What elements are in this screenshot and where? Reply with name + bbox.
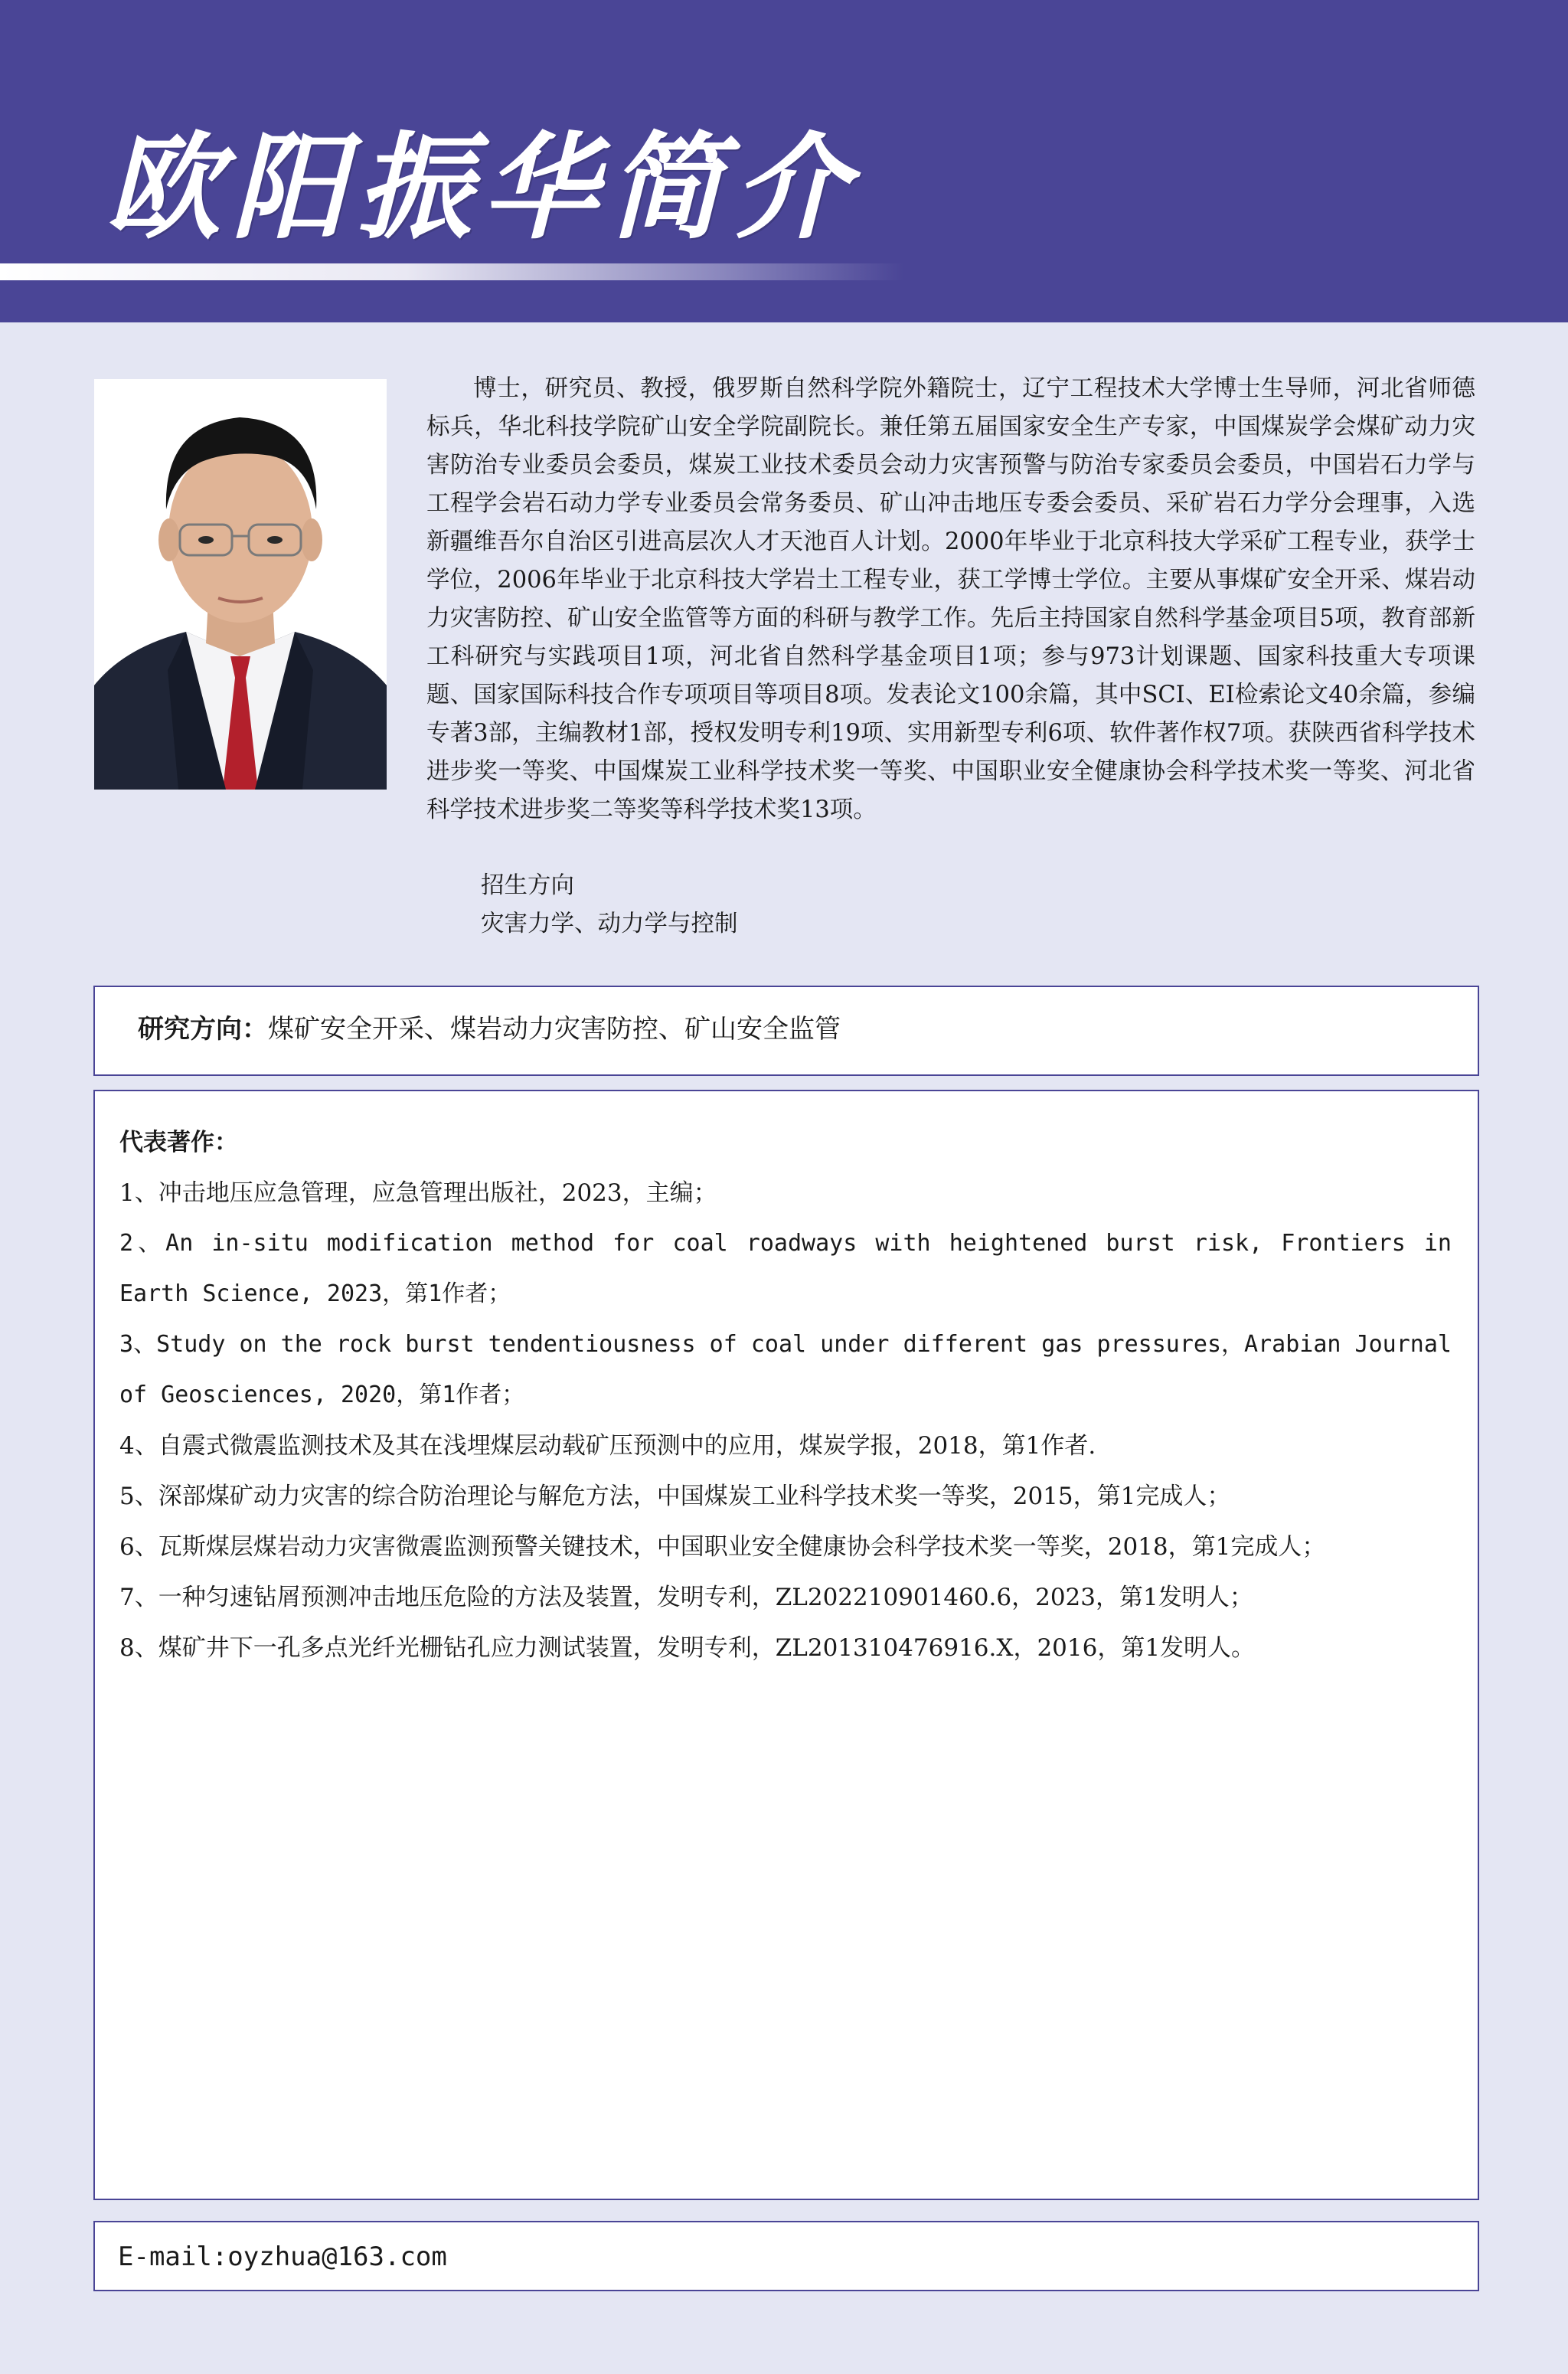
representative-works-list <box>119 1168 1452 1673</box>
email-address[interactable]: E-mail:oyzhua@163.com <box>118 2242 447 2272</box>
header-banner <box>0 0 1568 322</box>
recruit-direction-label: 招生方向 <box>481 872 574 899</box>
research-direction <box>138 1010 841 1048</box>
work-item-2: 2、An in-situ modification method for coal roadways with heightened burst risk, Frontiers in Earth Science, 2023，第1作者； <box>119 1230 1452 1307</box>
recruit-direction-value: 灾害力学、动力学与控制 <box>481 911 738 937</box>
page-title: 欧阳振华简介 <box>106 120 860 255</box>
bio-paragraph: 博士，研究员、教授，俄罗斯自然科学院外籍院士，辽宁工程技术大学博士生导师，河北省师德标兵，华北科技学院矿山安全学院副院长。兼任第五届国家安全生产专家，中国煤炭学会煤矿动力灾害防治专业委员会委员，煤炭工业技术委员会动力灾害预警与防治专家委员会委员，中国岩石力学与工程学会岩石动力学专业委员会常务委员、矿山冲击地压专委会委员、采矿岩石力学分会理事，入选新疆维吾尔自治区引进高层次人才天池百人计划。2000年毕业于北京科技大学采矿工程专业，获学士学位，2006年毕业于北京科技大学岩土工程专业，获工学博士学位。主要从事煤矿安全开采、煤岩动力灾害防控、矿山安全监管等方面的科研与教学工作。先后主持国家自然科学基金项目5项，教育部新工科研究与实践项目1项，河北省自然科学基金项目1项；参与973计划课题、国家科技重大专项课题、国家国际科技合作专项项目等项目8项。发表论文100余篇，其中SCI、EI检索论文40余篇，参编专著3部，主编教材1部，授权发明专利19项、实用新型专利6项、软件著作权7项。获陕西省科学技术进步奖一等奖、中国煤炭工业科学技术奖一等奖、中国职业安全健康协会科学技术奖一等奖、河北省科学技术进步奖二等奖等科学技术奖13项。 <box>426 375 1475 823</box>
work-item-7: 7、一种匀速钻屑预测冲击地压危险的方法及装置，发明专利，ZL202210901460.6，2023，第1发明人； <box>119 1584 1253 1611</box>
research-direction-value: 煤矿安全开采、煤岩动力灾害防控、矿山安全监管 <box>268 1014 841 1045</box>
work-item-6: 6、瓦斯煤层煤岩动力灾害微震监测预警关键技术，中国职业安全健康协会科学技术奖一等奖，2018，第1完成人； <box>119 1533 1326 1561</box>
work-item-4: 4、自震式微震监测技术及其在浅埋煤层动载矿压预测中的应用，煤炭学报，2018，第1作者. <box>119 1432 1096 1460</box>
profile-photo <box>94 379 387 790</box>
research-direction-label: 研究方向： <box>138 1014 268 1045</box>
work-item-3: 3、Study on the rock burst tendentiousness of coal under different gas pressures，Arabian Journal of Geosciences, 2020，第1作者； <box>119 1331 1452 1408</box>
portrait-image <box>94 379 387 790</box>
representative-works-box <box>93 1090 1479 2200</box>
work-item-1: 1、冲击地压应急管理，应急管理出版社，2023，主编； <box>119 1179 717 1207</box>
work-item-5: 5、深部煤矿动力灾害的综合防治理论与解危方法，中国煤炭工业科学技术奖一等奖，2015，第1完成人； <box>119 1483 1231 1510</box>
header-stripe <box>0 263 903 280</box>
email-box <box>93 2221 1479 2291</box>
work-item-8: 8、煤矿井下一孔多点光纤光栅钻孔应力测试装置，发明专利，ZL201310476916.X，2016，第1发明人。 <box>119 1634 1256 1662</box>
representative-works-title: 代表著作： <box>119 1129 238 1156</box>
research-direction-box <box>93 986 1479 1076</box>
